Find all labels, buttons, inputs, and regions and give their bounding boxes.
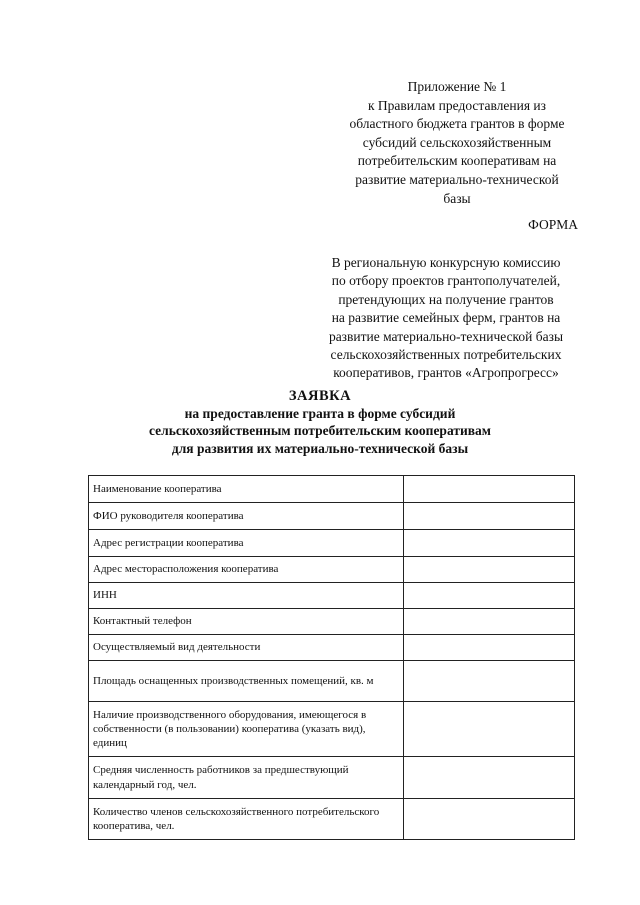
row-label: ФИО руководителя кооператива xyxy=(89,503,404,530)
addressee-line: В региональную конкурсную комиссию xyxy=(331,255,561,270)
row-value-field[interactable] xyxy=(404,503,575,530)
row-label: Контактный телефон xyxy=(89,609,404,635)
addressee-line: развитие материально-технической базы xyxy=(328,328,564,344)
row-label: Наименование кооператива xyxy=(89,476,404,503)
table-row xyxy=(89,661,575,702)
table-row xyxy=(89,799,575,840)
appendix-line: к Правилам предоставления из xyxy=(368,97,546,113)
addressee-line: кооперативов, грантов «Агропрогресс» xyxy=(333,365,559,381)
table-row xyxy=(89,609,575,635)
appendix-line: субсидий сельскохозяйственным xyxy=(362,134,552,150)
row-value-field[interactable] xyxy=(404,583,575,609)
form-label: ФОРМА xyxy=(528,217,578,232)
row-label: Количество членов сельскохозяйственного потребительского кооператива, чел. xyxy=(89,799,404,840)
addressee-line: претендующих на получение грантов xyxy=(338,291,554,307)
row-label: ИНН xyxy=(89,583,404,609)
appendix-line: Приложение № 1 xyxy=(407,79,507,94)
addressee-block xyxy=(300,254,592,383)
appendix-heading xyxy=(322,78,592,208)
row-value-field[interactable] xyxy=(404,799,575,840)
addressee-line: по отбору проектов грантополучателей, xyxy=(331,273,561,289)
table-row xyxy=(89,476,575,503)
title-line: на предоставление гранта в форме субсидий xyxy=(184,406,456,422)
row-value-field[interactable] xyxy=(404,557,575,583)
row-value-field[interactable] xyxy=(404,476,575,503)
appendix-line: развитие материально-технической xyxy=(355,171,559,187)
document-title xyxy=(40,388,600,457)
table-row xyxy=(89,757,575,799)
row-value-field[interactable] xyxy=(404,530,575,557)
row-label: Адрес месторасположения кооператива xyxy=(89,557,404,583)
table-row xyxy=(89,557,575,583)
appendix-line: областного бюджета грантов в форме xyxy=(349,116,565,132)
row-label: Осуществляемый вид деятельности xyxy=(89,635,404,661)
application-table xyxy=(88,475,575,840)
table-row xyxy=(89,530,575,557)
table-row xyxy=(89,635,575,661)
row-value-field[interactable] xyxy=(404,661,575,702)
row-label: Средняя численность работников за предшествующий календарный год, чел. xyxy=(89,757,404,799)
table-row xyxy=(89,583,575,609)
row-label: Адрес регистрации кооператива xyxy=(89,530,404,557)
addressee-line: на развитие семейных ферм, грантов на xyxy=(331,310,561,326)
row-label: Площадь оснащенных производственных помещений, кв. м xyxy=(89,661,404,702)
addressee-line: сельскохозяйственных потребительских xyxy=(330,347,562,363)
appendix-line: базы xyxy=(443,190,471,206)
row-label: Наличие производственного оборудования, имеющегося в собственности (в пользовании) кооператива (указать вид), единиц xyxy=(89,702,404,757)
title-line: сельскохозяйственным потребительским кооперативам xyxy=(149,423,491,439)
row-value-field[interactable] xyxy=(404,609,575,635)
table-row xyxy=(89,503,575,530)
row-value-field[interactable] xyxy=(404,635,575,661)
table-row xyxy=(89,702,575,757)
appendix-line: потребительским кооперативам на xyxy=(357,153,557,169)
title-line: для развития их материально-технической базы xyxy=(171,440,469,456)
row-value-field[interactable] xyxy=(404,702,575,757)
title-main: ЗАЯВКА xyxy=(288,388,352,404)
row-value-field[interactable] xyxy=(404,757,575,799)
